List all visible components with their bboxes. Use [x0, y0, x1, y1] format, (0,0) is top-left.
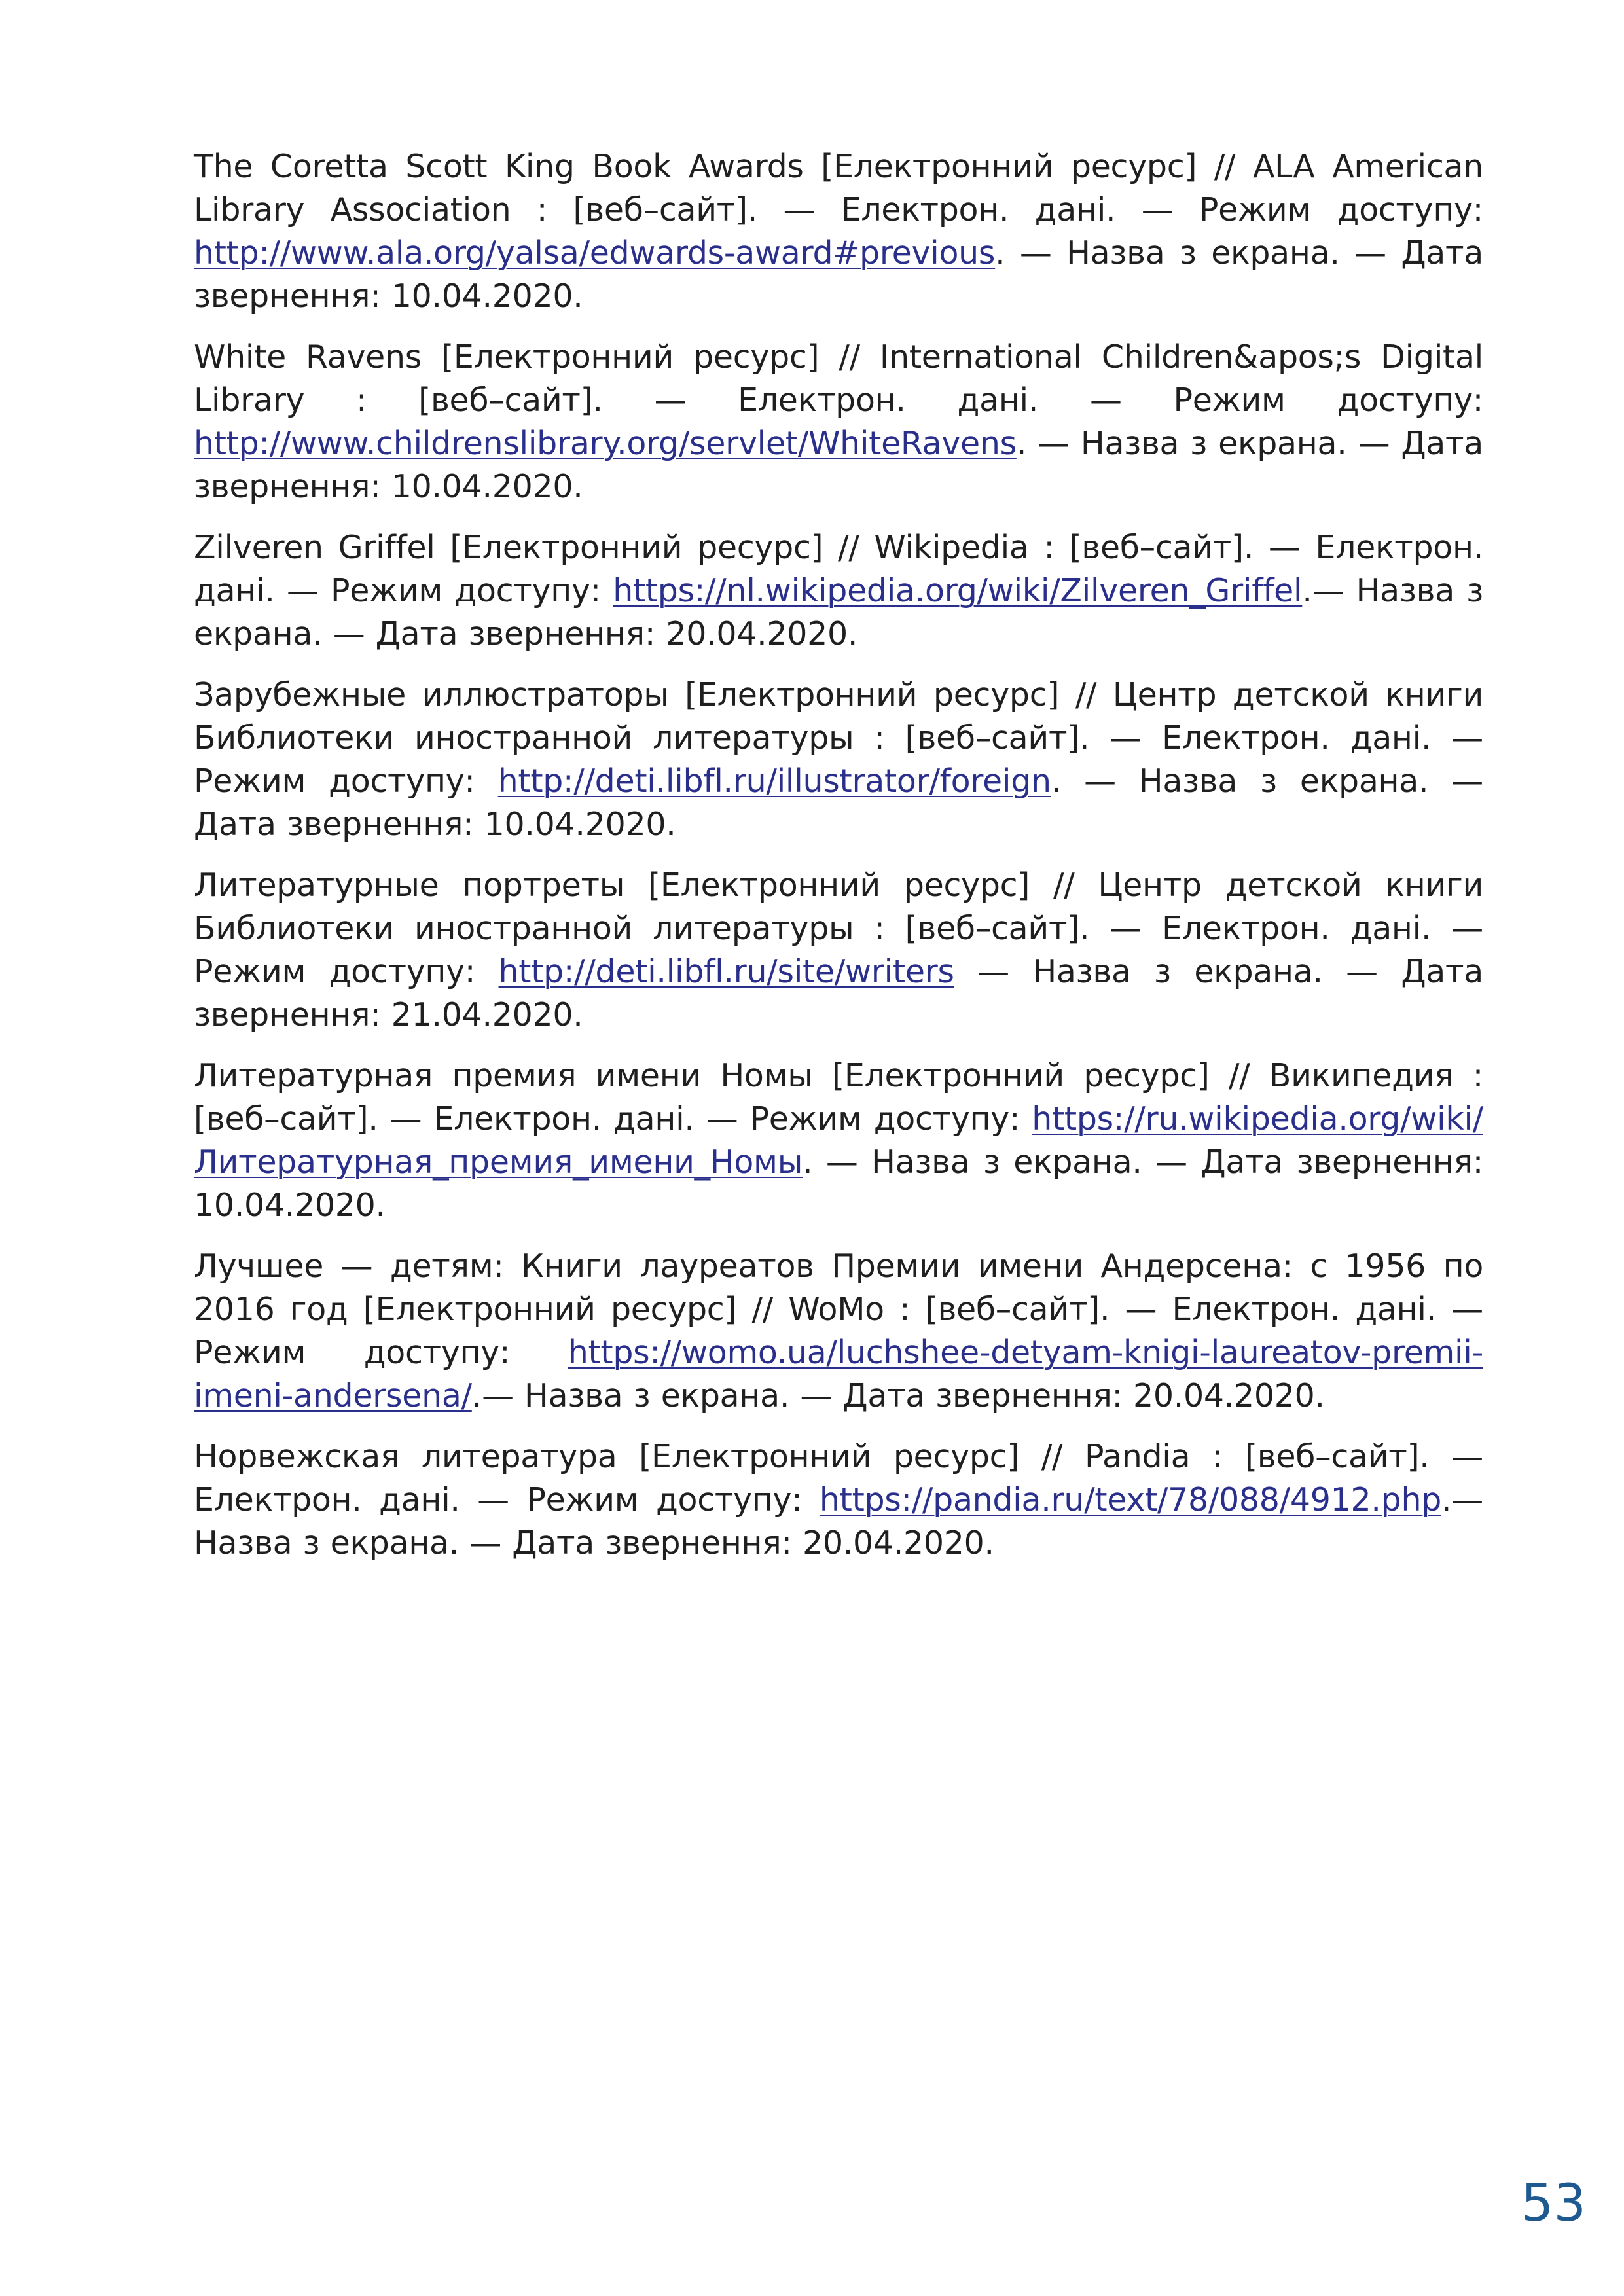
- reference-entry: [194, 673, 1483, 846]
- reference-link[interactable]: http://www.ala.org/yalsa/edwards-award#previous: [194, 234, 996, 272]
- reference-entry: [194, 336, 1483, 509]
- reference-text: Литературная премия имени Номы [Електронний ресурс] // Википедия : [веб–сайт]. — Електрон. дані. — Режим доступу:: [194, 1057, 1483, 1138]
- reference-entry: [194, 145, 1483, 318]
- reference-text: The Coretta Scott King Book Awards [Електронний ресурс] // ALA American Library Association : [веб–сайт]. — Електрон. дані. — Режим доступу:: [194, 148, 1483, 228]
- reference-link[interactable]: https://pandia.ru/text/78/088/4912.php: [819, 1481, 1442, 1518]
- reference-text: .— Назва з екрана. — Дата звернення: 20.04.2020.: [194, 572, 1483, 653]
- reference-link[interactable]: https://nl.wikipedia.org/wiki/Zilveren_Griffel: [613, 572, 1303, 609]
- reference-text: Zilveren Griffel [Електронний ресурс] // Wikipedia : [веб–сайт]. — Електрон. дані. — Режим доступу:: [194, 529, 1483, 609]
- reference-list: [194, 145, 1483, 1583]
- reference-text: Лучшее — детям: Книги лауреатов Премии имени Андерсена: с 1956 по 2016 год [Електронний ресурс] // WoMo : [веб–сайт]. — Електрон. дані. — Режим доступу:: [194, 1247, 1483, 1371]
- reference-entry: [194, 1245, 1483, 1418]
- reference-link[interactable]: http://deti.libfl.ru/illustrator/foreign: [497, 762, 1051, 800]
- reference-text: . — Назва з екрана. — Дата звернення: 10.04.2020.: [194, 1143, 1483, 1224]
- reference-text: . — Назва з екрана. — Дата звернення: 10.04.2020.: [194, 425, 1483, 505]
- reference-link[interactable]: https://womo.ua/luchshee-detyam-knigi-laureatov-premii-imeni-andersena/: [194, 1334, 1483, 1414]
- page-number: 53: [1521, 2174, 1586, 2233]
- reference-text: Норвежская литература [Електронний ресурс] // Pandia : [веб–сайт]. — Електрон. дані. — Режим доступу:: [194, 1438, 1483, 1518]
- reference-text: . — Назва з екрана. — Дата звернення: 10.04.2020.: [194, 234, 1483, 315]
- reference-entry: [194, 526, 1483, 656]
- reference-text: — Назва з екрана. — Дата звернення: 21.04.2020.: [194, 953, 1484, 1033]
- reference-text: . — Назва з екрана. — Дата звернення: 10.04.2020.: [194, 762, 1483, 843]
- reference-text: .— Назва з екрана. — Дата звернення: 20.04.2020.: [471, 1377, 1325, 1414]
- reference-link[interactable]: http://www.childrenslibrary.org/servlet/WhiteRavens: [194, 425, 1017, 462]
- reference-text: Литературные портреты [Електронний ресурс] // Центр детской книги Библиотеки иностранной литературы : [веб–сайт]. — Електрон. дані. — Режим доступу:: [194, 867, 1483, 990]
- reference-entry: [194, 864, 1483, 1037]
- reference-entry: [194, 1435, 1483, 1565]
- reference-link[interactable]: https://ru.wikipedia.org/wiki/Литературная_премия_имени_Номы: [194, 1100, 1483, 1181]
- reference-text: .— Назва з екрана. — Дата звернення: 20.04.2020.: [194, 1481, 1483, 1562]
- reference-text: Зарубежные иллюстраторы [Електронний ресурс] // Центр детской книги Библиотеки иностранной литературы : [веб–сайт]. — Електрон. дані. — Режим доступу:: [194, 676, 1483, 800]
- reference-text: White Ravens [Електронний ресурс] // International Children&apos;s Digital Library : [веб–сайт]. — Електрон. дані. — Режим доступу:: [194, 338, 1483, 419]
- reference-link[interactable]: http://deti.libfl.ru/site/writers: [498, 953, 954, 990]
- reference-entry: [194, 1054, 1483, 1227]
